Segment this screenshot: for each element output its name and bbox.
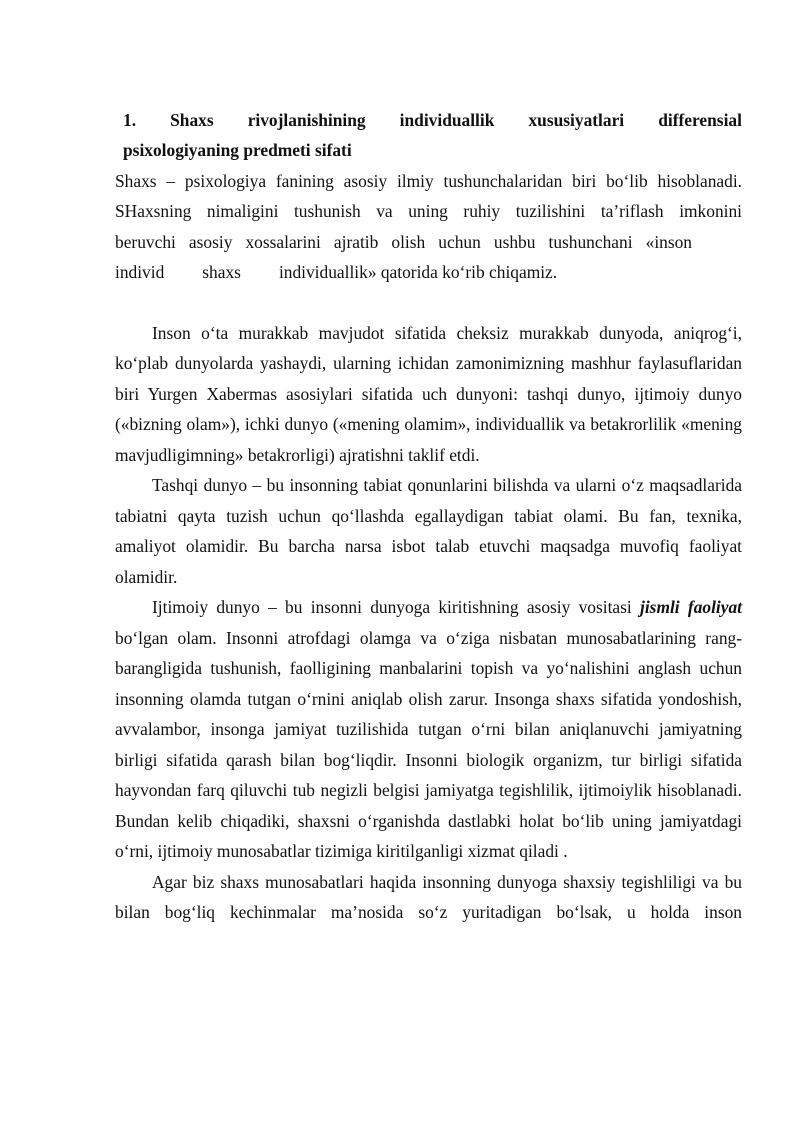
document-page — [115, 105, 742, 928]
emphasis-text: jismli faoliyat — [640, 597, 743, 617]
paragraph-4: Agar biz shaxs munosabatlari haqida insonning dunyoga shaxsiy tegishliligi va bu bilan bog‘liq kechinmalar ma’nosida so‘z yuritadigan bo‘lsak, u holda inson — [115, 871, 742, 922]
intro-line: Shaxs – psixologiya fanining asosiy ilmiy tushunchalaridan biri bo‘lib hisoblanadi. — [115, 170, 742, 191]
heading-word: Shaxs — [170, 110, 214, 130]
heading-word: rivojlanishining — [247, 110, 366, 130]
intro-last-line — [115, 257, 742, 288]
intro-line: beruvchi asosiy xossalarini ajratib olish uchun ushbu tushunchani «inson — [115, 231, 692, 252]
blank-line — [115, 288, 742, 318]
intro-line: SHaxsning nimaligini tushunish va uning ruhiy tuzilishini ta’riflash imkonini — [115, 201, 742, 221]
paragraph-1: Inson o‘ta murakkab mavjudot sifatida cheksiz murakkab dunyoda, aniqrog‘i, ko‘plab dunyolarda yashaydi, ularning ichidan zamonimizning mashhur faylasuflaridan biri Yurgen Xabermas asosiylari sifatida uch dunyoni: tashqi dunyo, ijtimoiy dunyo («bizning olam»), ichki dunyo («mening olamim», individuallik va betakrorlilik «mening mavjudligimning» betakrorligi) ajratishni taklif etdi. — [115, 322, 742, 465]
paragraph-2: Tashqi dunyo – bu insonning tabiat qonunlarini bilishda va ularni o‘z maqsadlarida tabiatni qayta tuzish uchun qo‘llashda egallaydigan tabiat olami. Bu fan, texnika, amaliyot olamidir. Bu barcha narsa isbot talab etuvchi maqsadga muvofiq faoliyat olamidir. — [115, 475, 742, 587]
heading-number: 1. — [123, 110, 137, 130]
paragraph-3 — [115, 592, 742, 867]
heading-word: differensial — [658, 110, 742, 130]
heading-word: individuallik — [399, 110, 495, 130]
intro-word-individuallik: individuallik» qatorida ko‘rib chiqamiz. — [278, 262, 558, 282]
section-heading — [115, 105, 742, 136]
paragraph-3-rest: bo‘lgan olam. Insonni atrofdagi olamga va o‘ziga nisbatan munosabatlarining rang-barangligida tushunish, faolligining manbalarini topish va yo‘nalishini anglash uchun insonning olamda tutgan o‘rnini aniqlab olish zarur. Insonga shaxs sifatida yondoshish, avvalambor, insonga jamiyat tuzilishida tutgan o‘rni bilan aniqlanuvchi jamiyatning birligi sifatida qarash bilan bog‘liqdir. Insonni biologik organizm, tur birligi sifatida hayvondan farq qiluvchi tub negizli belgisi jamiyatga tegishlilik, ijtimoiylik hisoblanadi. Bundan kelib chiqadiki, shaxsni o‘rganishda dastlabki holat bo‘lib uning jamiyatdagi o‘rni, ijtimoiy munosabatlar tizimiga kiritilganligi xizmat qiladi . — [115, 627, 742, 861]
paragraph-3-start: Ijtimoiy dunyo – bu insonni dunyoga kiritishning asosiy vositasi — [152, 597, 641, 617]
intro-word-individ: individ — [115, 262, 165, 282]
heading-word: xususiyatlari — [528, 110, 625, 130]
section-heading-line-2: psixologiyaning predmeti sifati — [123, 140, 352, 160]
intro-word-shaxs: shaxs — [202, 262, 241, 282]
